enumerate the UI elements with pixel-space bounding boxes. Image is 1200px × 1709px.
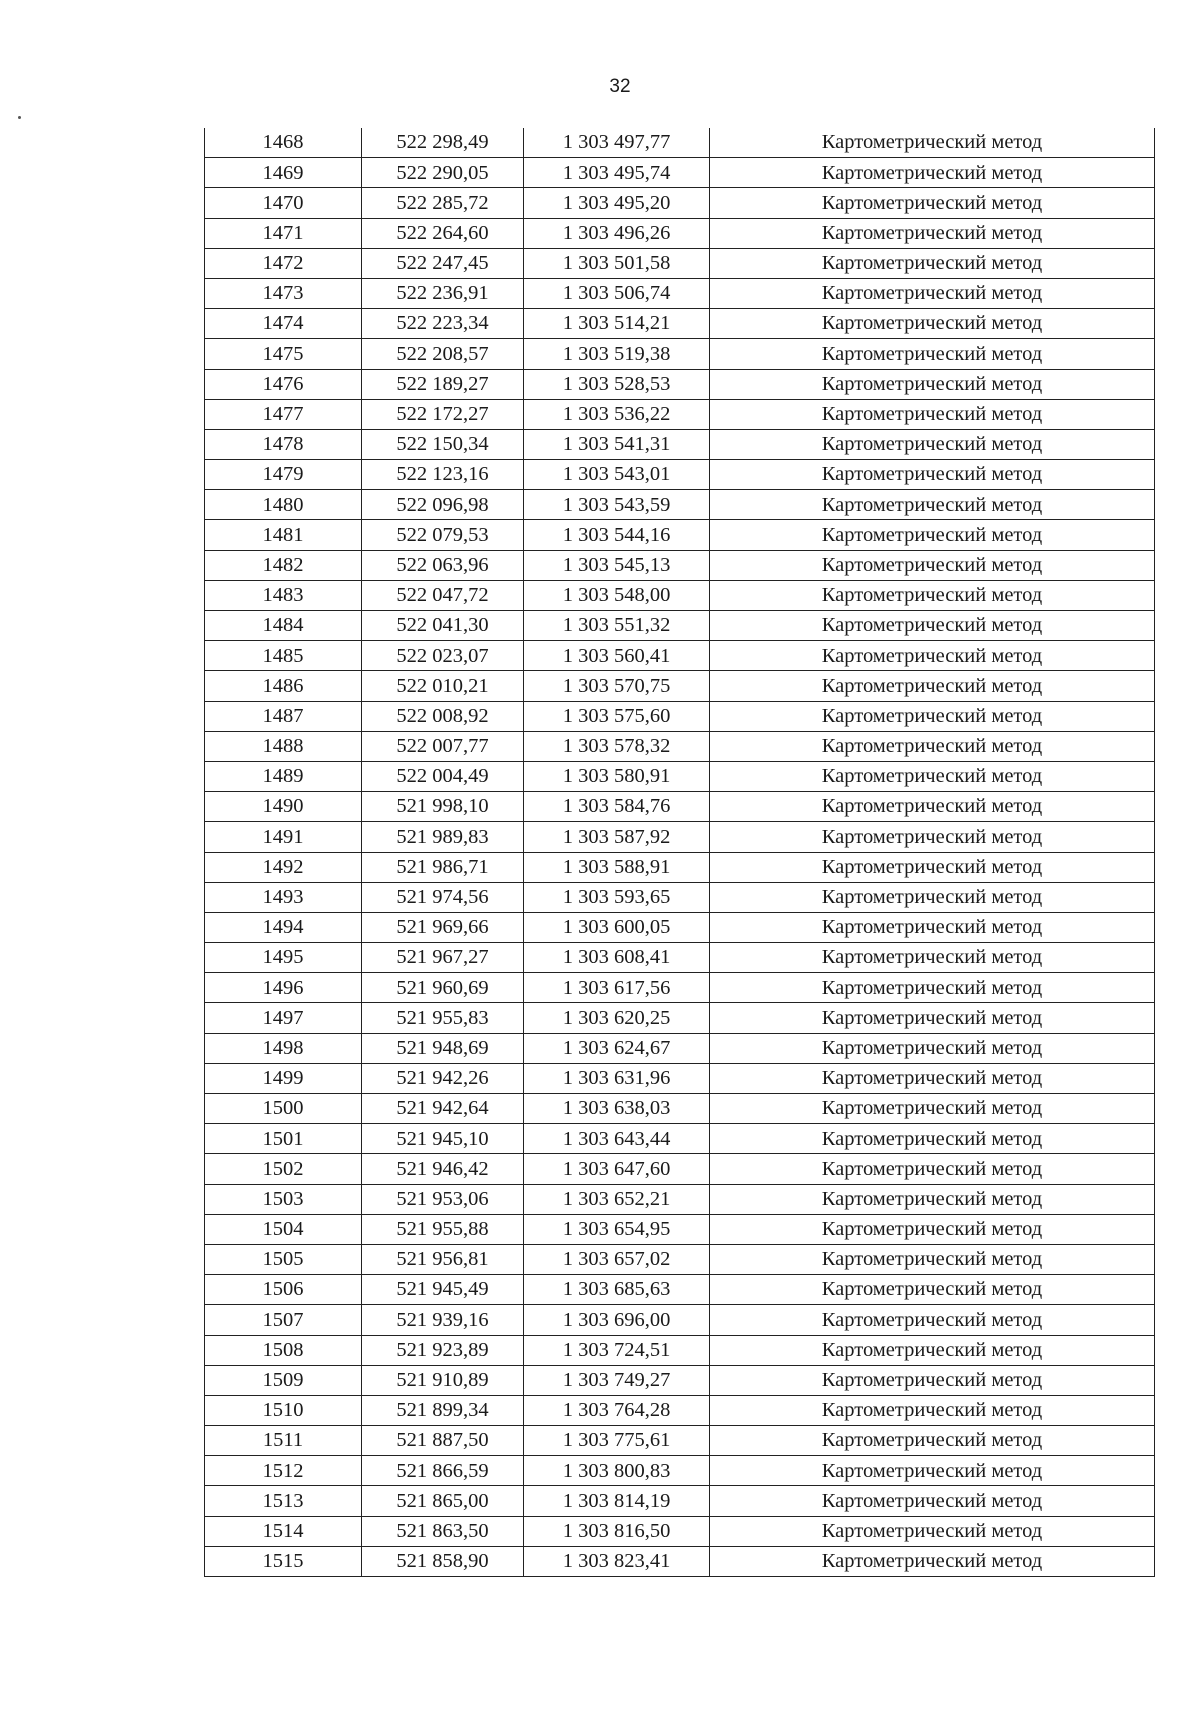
method-cell: Картометрический метод bbox=[710, 1395, 1155, 1425]
point-number-cell: 1495 bbox=[205, 943, 362, 973]
table-row bbox=[205, 1305, 1155, 1335]
point-number-cell: 1484 bbox=[205, 611, 362, 641]
x-coordinate-cell: 521 945,10 bbox=[362, 1124, 524, 1154]
table-row bbox=[205, 852, 1155, 882]
method-cell: Картометрический метод bbox=[710, 369, 1155, 399]
table-row bbox=[205, 1486, 1155, 1516]
y-coordinate-cell: 1 303 495,74 bbox=[524, 158, 710, 188]
method-cell: Картометрический метод bbox=[710, 1124, 1155, 1154]
table-row bbox=[205, 1154, 1155, 1184]
x-coordinate-cell: 521 986,71 bbox=[362, 852, 524, 882]
x-coordinate-cell: 521 865,00 bbox=[362, 1486, 524, 1516]
table-row bbox=[205, 1335, 1155, 1365]
x-coordinate-cell: 521 887,50 bbox=[362, 1426, 524, 1456]
table-row bbox=[205, 339, 1155, 369]
table-row bbox=[205, 912, 1155, 942]
x-coordinate-cell: 521 960,69 bbox=[362, 973, 524, 1003]
point-number-cell: 1483 bbox=[205, 580, 362, 610]
y-coordinate-cell: 1 303 519,38 bbox=[524, 339, 710, 369]
y-coordinate-cell: 1 303 620,25 bbox=[524, 1003, 710, 1033]
y-coordinate-cell: 1 303 545,13 bbox=[524, 550, 710, 580]
method-cell: Картометрический метод bbox=[710, 1184, 1155, 1214]
x-coordinate-cell: 521 923,89 bbox=[362, 1335, 524, 1365]
page-number: 32 bbox=[609, 76, 631, 97]
x-coordinate-cell: 521 969,66 bbox=[362, 912, 524, 942]
method-cell: Картометрический метод bbox=[710, 973, 1155, 1003]
y-coordinate-cell: 1 303 506,74 bbox=[524, 278, 710, 308]
point-number-cell: 1504 bbox=[205, 1214, 362, 1244]
y-coordinate-cell: 1 303 814,19 bbox=[524, 1486, 710, 1516]
method-cell: Картометрический метод bbox=[710, 701, 1155, 731]
method-cell: Картометрический метод bbox=[710, 490, 1155, 520]
table-row bbox=[205, 822, 1155, 852]
point-number-cell: 1487 bbox=[205, 701, 362, 731]
x-coordinate-cell: 522 096,98 bbox=[362, 490, 524, 520]
point-number-cell: 1469 bbox=[205, 158, 362, 188]
point-number-cell: 1493 bbox=[205, 882, 362, 912]
method-cell: Картометрический метод bbox=[710, 761, 1155, 791]
x-coordinate-cell: 521 858,90 bbox=[362, 1546, 524, 1576]
method-cell: Картометрический метод bbox=[710, 1033, 1155, 1063]
x-coordinate-cell: 521 863,50 bbox=[362, 1516, 524, 1546]
y-coordinate-cell: 1 303 548,00 bbox=[524, 580, 710, 610]
method-cell: Картометрический метод bbox=[710, 611, 1155, 641]
y-coordinate-cell: 1 303 800,83 bbox=[524, 1456, 710, 1486]
method-cell: Картометрический метод bbox=[710, 641, 1155, 671]
table-row bbox=[205, 399, 1155, 429]
method-cell: Картометрический метод bbox=[710, 1456, 1155, 1486]
table-row bbox=[205, 278, 1155, 308]
y-coordinate-cell: 1 303 551,32 bbox=[524, 611, 710, 641]
method-cell: Картометрический метод bbox=[710, 1244, 1155, 1274]
table-row bbox=[205, 309, 1155, 339]
point-number-cell: 1472 bbox=[205, 248, 362, 278]
x-coordinate-cell: 521 953,06 bbox=[362, 1184, 524, 1214]
method-cell: Картометрический метод bbox=[710, 1305, 1155, 1335]
table-row bbox=[205, 1003, 1155, 1033]
x-coordinate-cell: 522 264,60 bbox=[362, 218, 524, 248]
y-coordinate-cell: 1 303 495,20 bbox=[524, 188, 710, 218]
x-coordinate-cell: 522 172,27 bbox=[362, 399, 524, 429]
table-row bbox=[205, 218, 1155, 248]
y-coordinate-cell: 1 303 657,02 bbox=[524, 1244, 710, 1274]
method-cell: Картометрический метод bbox=[710, 429, 1155, 459]
table-row bbox=[205, 731, 1155, 761]
y-coordinate-cell: 1 303 764,28 bbox=[524, 1395, 710, 1425]
table-row bbox=[205, 792, 1155, 822]
point-number-cell: 1512 bbox=[205, 1456, 362, 1486]
x-coordinate-cell: 522 290,05 bbox=[362, 158, 524, 188]
method-cell: Картометрический метод bbox=[710, 1214, 1155, 1244]
y-coordinate-cell: 1 303 584,76 bbox=[524, 792, 710, 822]
y-coordinate-cell: 1 303 617,56 bbox=[524, 973, 710, 1003]
method-cell: Картометрический метод bbox=[710, 188, 1155, 218]
y-coordinate-cell: 1 303 638,03 bbox=[524, 1094, 710, 1124]
y-coordinate-cell: 1 303 816,50 bbox=[524, 1516, 710, 1546]
y-coordinate-cell: 1 303 749,27 bbox=[524, 1365, 710, 1395]
table-row bbox=[205, 641, 1155, 671]
y-coordinate-cell: 1 303 501,58 bbox=[524, 248, 710, 278]
table-row bbox=[205, 128, 1155, 158]
x-coordinate-cell: 521 939,16 bbox=[362, 1305, 524, 1335]
point-number-cell: 1501 bbox=[205, 1124, 362, 1154]
y-coordinate-cell: 1 303 647,60 bbox=[524, 1154, 710, 1184]
table-row bbox=[205, 580, 1155, 610]
y-coordinate-cell: 1 303 685,63 bbox=[524, 1275, 710, 1305]
coordinates-table bbox=[204, 128, 1155, 1577]
method-cell: Картометрический метод bbox=[710, 731, 1155, 761]
y-coordinate-cell: 1 303 514,21 bbox=[524, 309, 710, 339]
y-coordinate-cell: 1 303 724,51 bbox=[524, 1335, 710, 1365]
method-cell: Картометрический метод bbox=[710, 309, 1155, 339]
table-row bbox=[205, 761, 1155, 791]
point-number-cell: 1508 bbox=[205, 1335, 362, 1365]
method-cell: Картометрический метод bbox=[710, 943, 1155, 973]
x-coordinate-cell: 522 123,16 bbox=[362, 460, 524, 490]
method-cell: Картометрический метод bbox=[710, 128, 1155, 158]
method-cell: Картометрический метод bbox=[710, 1063, 1155, 1093]
x-coordinate-cell: 522 010,21 bbox=[362, 671, 524, 701]
y-coordinate-cell: 1 303 541,31 bbox=[524, 429, 710, 459]
method-cell: Картометрический метод bbox=[710, 1275, 1155, 1305]
method-cell: Картометрический метод bbox=[710, 882, 1155, 912]
table-row bbox=[205, 1033, 1155, 1063]
point-number-cell: 1499 bbox=[205, 1063, 362, 1093]
table-row bbox=[205, 1124, 1155, 1154]
point-number-cell: 1481 bbox=[205, 520, 362, 550]
y-coordinate-cell: 1 303 624,67 bbox=[524, 1033, 710, 1063]
y-coordinate-cell: 1 303 578,32 bbox=[524, 731, 710, 761]
point-number-cell: 1502 bbox=[205, 1154, 362, 1184]
method-cell: Картометрический метод bbox=[710, 158, 1155, 188]
x-coordinate-cell: 522 023,07 bbox=[362, 641, 524, 671]
method-cell: Картометрический метод bbox=[710, 460, 1155, 490]
table-row bbox=[205, 671, 1155, 701]
point-number-cell: 1507 bbox=[205, 1305, 362, 1335]
y-coordinate-cell: 1 303 775,61 bbox=[524, 1426, 710, 1456]
table-row bbox=[205, 1546, 1155, 1576]
x-coordinate-cell: 521 866,59 bbox=[362, 1456, 524, 1486]
table-row bbox=[205, 550, 1155, 580]
method-cell: Картометрический метод bbox=[710, 218, 1155, 248]
y-coordinate-cell: 1 303 643,44 bbox=[524, 1124, 710, 1154]
x-coordinate-cell: 522 247,45 bbox=[362, 248, 524, 278]
y-coordinate-cell: 1 303 593,65 bbox=[524, 882, 710, 912]
y-coordinate-cell: 1 303 587,92 bbox=[524, 822, 710, 852]
point-number-cell: 1475 bbox=[205, 339, 362, 369]
table-row bbox=[205, 1426, 1155, 1456]
y-coordinate-cell: 1 303 543,01 bbox=[524, 460, 710, 490]
point-number-cell: 1480 bbox=[205, 490, 362, 520]
point-number-cell: 1473 bbox=[205, 278, 362, 308]
table-row bbox=[205, 158, 1155, 188]
point-number-cell: 1492 bbox=[205, 852, 362, 882]
method-cell: Картометрический метод bbox=[710, 1365, 1155, 1395]
point-number-cell: 1497 bbox=[205, 1003, 362, 1033]
method-cell: Картометрический метод bbox=[710, 792, 1155, 822]
table-row bbox=[205, 1094, 1155, 1124]
y-coordinate-cell: 1 303 528,53 bbox=[524, 369, 710, 399]
x-coordinate-cell: 522 298,49 bbox=[362, 128, 524, 158]
table-row bbox=[205, 460, 1155, 490]
point-number-cell: 1478 bbox=[205, 429, 362, 459]
table-row bbox=[205, 188, 1155, 218]
point-number-cell: 1486 bbox=[205, 671, 362, 701]
point-number-cell: 1485 bbox=[205, 641, 362, 671]
point-number-cell: 1468 bbox=[205, 128, 362, 158]
method-cell: Картометрический метод bbox=[710, 278, 1155, 308]
table-row bbox=[205, 1456, 1155, 1486]
x-coordinate-cell: 522 004,49 bbox=[362, 761, 524, 791]
x-coordinate-cell: 522 208,57 bbox=[362, 339, 524, 369]
table-row bbox=[205, 429, 1155, 459]
method-cell: Картометрический метод bbox=[710, 520, 1155, 550]
point-number-cell: 1482 bbox=[205, 550, 362, 580]
x-coordinate-cell: 522 223,34 bbox=[362, 309, 524, 339]
point-number-cell: 1498 bbox=[205, 1033, 362, 1063]
x-coordinate-cell: 521 974,56 bbox=[362, 882, 524, 912]
x-coordinate-cell: 521 945,49 bbox=[362, 1275, 524, 1305]
method-cell: Картометрический метод bbox=[710, 1094, 1155, 1124]
point-number-cell: 1476 bbox=[205, 369, 362, 399]
method-cell: Картометрический метод bbox=[710, 248, 1155, 278]
point-number-cell: 1500 bbox=[205, 1094, 362, 1124]
point-number-cell: 1471 bbox=[205, 218, 362, 248]
point-number-cell: 1488 bbox=[205, 731, 362, 761]
x-coordinate-cell: 521 910,89 bbox=[362, 1365, 524, 1395]
point-number-cell: 1515 bbox=[205, 1546, 362, 1576]
x-coordinate-cell: 521 955,83 bbox=[362, 1003, 524, 1033]
table-row bbox=[205, 973, 1155, 1003]
x-coordinate-cell: 522 236,91 bbox=[362, 278, 524, 308]
y-coordinate-cell: 1 303 654,95 bbox=[524, 1214, 710, 1244]
point-number-cell: 1490 bbox=[205, 792, 362, 822]
y-coordinate-cell: 1 303 588,91 bbox=[524, 852, 710, 882]
table-row bbox=[205, 943, 1155, 973]
point-number-cell: 1470 bbox=[205, 188, 362, 218]
point-number-cell: 1503 bbox=[205, 1184, 362, 1214]
method-cell: Картометрический метод bbox=[710, 1546, 1155, 1576]
method-cell: Картометрический метод bbox=[710, 339, 1155, 369]
method-cell: Картометрический метод bbox=[710, 1486, 1155, 1516]
point-number-cell: 1506 bbox=[205, 1275, 362, 1305]
table-row bbox=[205, 882, 1155, 912]
point-number-cell: 1513 bbox=[205, 1486, 362, 1516]
y-coordinate-cell: 1 303 536,22 bbox=[524, 399, 710, 429]
scan-artifact-dot bbox=[18, 116, 21, 119]
y-coordinate-cell: 1 303 560,41 bbox=[524, 641, 710, 671]
x-coordinate-cell: 521 967,27 bbox=[362, 943, 524, 973]
table-row bbox=[205, 1244, 1155, 1274]
x-coordinate-cell: 522 189,27 bbox=[362, 369, 524, 399]
x-coordinate-cell: 522 047,72 bbox=[362, 580, 524, 610]
y-coordinate-cell: 1 303 496,26 bbox=[524, 218, 710, 248]
table-row bbox=[205, 369, 1155, 399]
x-coordinate-cell: 521 946,42 bbox=[362, 1154, 524, 1184]
point-number-cell: 1491 bbox=[205, 822, 362, 852]
point-number-cell: 1510 bbox=[205, 1395, 362, 1425]
table-row bbox=[205, 490, 1155, 520]
point-number-cell: 1511 bbox=[205, 1426, 362, 1456]
table-row bbox=[205, 1063, 1155, 1093]
y-coordinate-cell: 1 303 696,00 bbox=[524, 1305, 710, 1335]
method-cell: Картометрический метод bbox=[710, 912, 1155, 942]
point-number-cell: 1505 bbox=[205, 1244, 362, 1274]
y-coordinate-cell: 1 303 497,77 bbox=[524, 128, 710, 158]
x-coordinate-cell: 522 285,72 bbox=[362, 188, 524, 218]
table-row bbox=[205, 1184, 1155, 1214]
method-cell: Картометрический метод bbox=[710, 1516, 1155, 1546]
x-coordinate-cell: 522 079,53 bbox=[362, 520, 524, 550]
x-coordinate-cell: 521 899,34 bbox=[362, 1395, 524, 1425]
x-coordinate-cell: 521 955,88 bbox=[362, 1214, 524, 1244]
x-coordinate-cell: 521 989,83 bbox=[362, 822, 524, 852]
method-cell: Картометрический метод bbox=[710, 1426, 1155, 1456]
point-number-cell: 1514 bbox=[205, 1516, 362, 1546]
x-coordinate-cell: 521 942,64 bbox=[362, 1094, 524, 1124]
x-coordinate-cell: 521 942,26 bbox=[362, 1063, 524, 1093]
method-cell: Картометрический метод bbox=[710, 1154, 1155, 1184]
x-coordinate-cell: 522 007,77 bbox=[362, 731, 524, 761]
method-cell: Картометрический метод bbox=[710, 1335, 1155, 1365]
table-row bbox=[205, 1214, 1155, 1244]
x-coordinate-cell: 522 008,92 bbox=[362, 701, 524, 731]
point-number-cell: 1494 bbox=[205, 912, 362, 942]
y-coordinate-cell: 1 303 543,59 bbox=[524, 490, 710, 520]
point-number-cell: 1496 bbox=[205, 973, 362, 1003]
method-cell: Картометрический метод bbox=[710, 822, 1155, 852]
y-coordinate-cell: 1 303 631,96 bbox=[524, 1063, 710, 1093]
method-cell: Картометрический метод bbox=[710, 399, 1155, 429]
y-coordinate-cell: 1 303 580,91 bbox=[524, 761, 710, 791]
x-coordinate-cell: 521 948,69 bbox=[362, 1033, 524, 1063]
point-number-cell: 1489 bbox=[205, 761, 362, 791]
y-coordinate-cell: 1 303 575,60 bbox=[524, 701, 710, 731]
method-cell: Картометрический метод bbox=[710, 1003, 1155, 1033]
y-coordinate-cell: 1 303 570,75 bbox=[524, 671, 710, 701]
coordinates-table-body bbox=[205, 128, 1155, 1577]
table-row bbox=[205, 611, 1155, 641]
x-coordinate-cell: 522 041,30 bbox=[362, 611, 524, 641]
y-coordinate-cell: 1 303 600,05 bbox=[524, 912, 710, 942]
method-cell: Картометрический метод bbox=[710, 550, 1155, 580]
table-row bbox=[205, 520, 1155, 550]
y-coordinate-cell: 1 303 544,16 bbox=[524, 520, 710, 550]
table-row bbox=[205, 1365, 1155, 1395]
x-coordinate-cell: 522 063,96 bbox=[362, 550, 524, 580]
y-coordinate-cell: 1 303 823,41 bbox=[524, 1546, 710, 1576]
table-row bbox=[205, 248, 1155, 278]
y-coordinate-cell: 1 303 652,21 bbox=[524, 1184, 710, 1214]
table-row bbox=[205, 1516, 1155, 1546]
point-number-cell: 1477 bbox=[205, 399, 362, 429]
x-coordinate-cell: 521 956,81 bbox=[362, 1244, 524, 1274]
point-number-cell: 1479 bbox=[205, 460, 362, 490]
point-number-cell: 1509 bbox=[205, 1365, 362, 1395]
method-cell: Картометрический метод bbox=[710, 671, 1155, 701]
y-coordinate-cell: 1 303 608,41 bbox=[524, 943, 710, 973]
table-row bbox=[205, 1395, 1155, 1425]
point-number-cell: 1474 bbox=[205, 309, 362, 339]
x-coordinate-cell: 522 150,34 bbox=[362, 429, 524, 459]
method-cell: Картометрический метод bbox=[710, 580, 1155, 610]
table-row bbox=[205, 1275, 1155, 1305]
x-coordinate-cell: 521 998,10 bbox=[362, 792, 524, 822]
table-row bbox=[205, 701, 1155, 731]
method-cell: Картометрический метод bbox=[710, 852, 1155, 882]
